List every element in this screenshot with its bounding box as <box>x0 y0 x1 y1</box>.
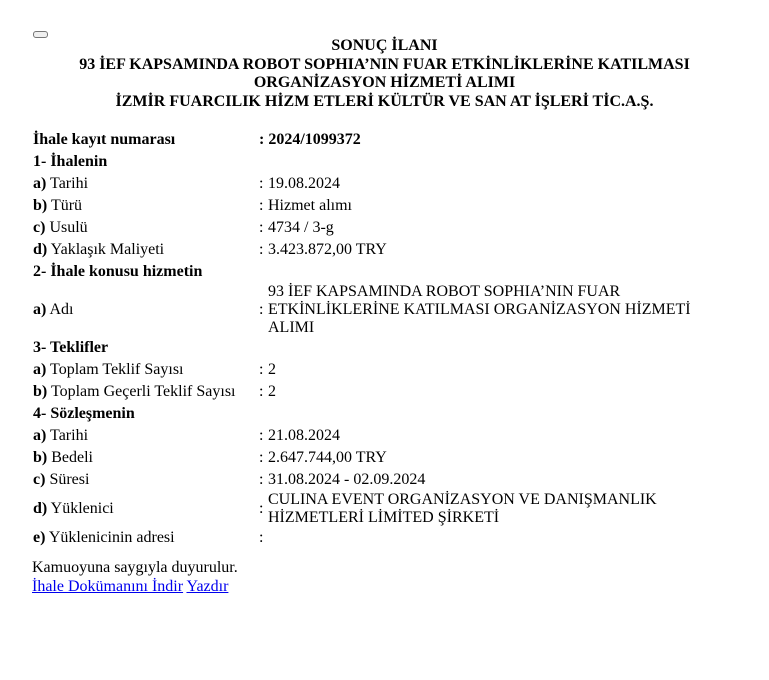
row-value: CULINA EVENT ORGANİZASYON VE DANIŞMANLIK HİZMETLERİ LİMİTED ŞİRKETİ <box>268 491 657 526</box>
section-3-row <box>33 359 708 381</box>
registration-value: : 2024/1099372 <box>259 131 361 148</box>
row-label: Yaklaşık Maliyeti <box>50 241 165 258</box>
row-value: 21.08.2024 <box>268 427 340 444</box>
row-label: Yüklenicinin adresi <box>48 529 175 546</box>
section-1-title-row <box>33 151 708 173</box>
row-colon: : <box>259 471 264 488</box>
row-label: Bedeli <box>51 449 93 466</box>
announcement-header <box>0 37 769 111</box>
section-1-row <box>33 195 708 217</box>
row-label: Yüklenici <box>50 500 114 517</box>
header-subject-line-1: 93 İEF KAPSAMINDA ROBOT SOPHIA’NIN FUAR ETKİNLİKLERİNE KATILMASI <box>79 55 690 73</box>
section-4-title-row <box>33 403 708 425</box>
print-link[interactable]: Yazdır <box>186 578 229 595</box>
section-3-row <box>33 381 708 403</box>
section-4-row <box>33 447 708 469</box>
row-value: 31.08.2024 - 02.09.2024 <box>268 471 426 488</box>
row-letter: d) <box>33 500 48 517</box>
registration-label: İhale kayıt numarası <box>33 131 176 148</box>
row-label: Tarihi <box>50 175 89 192</box>
row-letter: b) <box>33 197 48 214</box>
section-1-row <box>33 173 708 195</box>
row-letter: a) <box>33 361 47 378</box>
row-colon: : <box>259 241 264 258</box>
row-colon: : <box>259 427 264 444</box>
section-2-row <box>33 283 708 337</box>
header-institution: İZMİR FUARCILIK HİZM ETLERİ KÜLTÜR VE SAN AT İŞLERİ TİC.A.Ş. <box>115 92 654 110</box>
row-value <box>268 527 708 549</box>
section-4-row <box>33 527 708 549</box>
section-4-row <box>33 425 708 447</box>
section-2-title: 2- İhale konusu hizmetin <box>33 263 203 280</box>
row-colon: : <box>259 361 264 378</box>
row-colon: : <box>259 197 264 214</box>
row-letter: b) <box>33 449 48 466</box>
row-label: Usulü <box>49 219 88 236</box>
row-letter: a) <box>33 427 47 444</box>
row-colon: : <box>259 175 264 192</box>
row-value: 3.423.872,00 TRY <box>268 241 387 258</box>
row-label: Türü <box>50 197 83 214</box>
section-4-title: 4- Sözleşmenin <box>33 405 135 422</box>
row-colon: : <box>259 449 264 466</box>
row-colon: : <box>259 383 264 400</box>
row-value: Hizmet alımı <box>268 197 352 214</box>
row-colon: : <box>259 219 264 236</box>
download-document-link[interactable]: İhale Dokümanını İndir <box>32 578 184 595</box>
row-letter: e) <box>33 529 46 546</box>
registration-row <box>33 129 708 151</box>
section-4-row <box>33 491 708 527</box>
row-label: Toplam Teklif Sayısı <box>50 361 184 378</box>
row-letter: a) <box>33 301 47 318</box>
row-letter: c) <box>33 471 46 488</box>
header-title: SONUÇ İLANI <box>331 37 438 54</box>
row-label: Adı <box>49 301 74 318</box>
row-value: 19.08.2024 <box>268 175 340 192</box>
section-1-title: 1- İhalenin <box>33 153 108 170</box>
section-3-title-row <box>33 337 708 359</box>
section-1-row <box>33 239 708 261</box>
row-label: Süresi <box>49 471 90 488</box>
footer <box>32 558 238 596</box>
row-letter: b) <box>33 383 48 400</box>
section-3-title: 3- Teklifler <box>33 339 109 356</box>
row-value: 4734 / 3-g <box>268 219 334 236</box>
row-value: 2.647.744,00 TRY <box>268 449 387 466</box>
header-subject-line-2: ORGANİZASYON HİZMETİ ALIMI <box>253 74 516 91</box>
closing-text: Kamuoyuna saygıyla duyurulur. <box>32 559 238 576</box>
row-label: Tarihi <box>50 427 89 444</box>
section-1-row <box>33 217 708 239</box>
row-value: 2 <box>268 361 276 378</box>
section-4-row <box>33 469 708 491</box>
row-letter: d) <box>33 241 48 258</box>
row-value: 2 <box>268 383 276 400</box>
footer-links <box>32 577 238 596</box>
row-letter: c) <box>33 219 46 236</box>
section-2-title-row <box>33 261 708 283</box>
row-letter: a) <box>33 175 47 192</box>
row-value: 93 İEF KAPSAMINDA ROBOT SOPHIA’NIN FUAR ETKİNLİKLERİNE KATILMASI ORGANİZASYON HİZMETİ ALIMI <box>268 283 691 336</box>
tender-details-table <box>33 129 708 549</box>
row-label: Toplam Geçerli Teklif Sayısı <box>50 383 236 400</box>
row-colon: : <box>259 301 264 318</box>
row-colon: : <box>259 529 264 546</box>
row-colon: : <box>259 500 264 517</box>
